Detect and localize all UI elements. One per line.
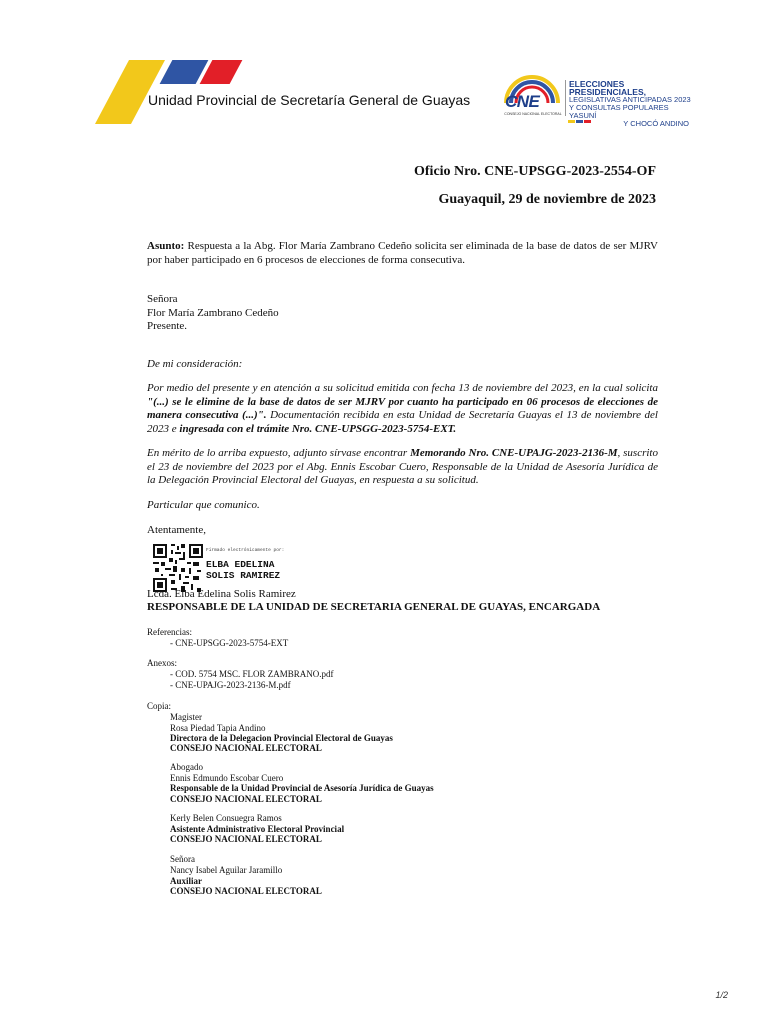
subject-text: Respuesta a la Abg. Flor María Zambrano Cedeño solicita ser eliminada de la base de datos de ser MJRV por haber participado en 6 procesos de elecciones de forma consecutiva. bbox=[147, 240, 658, 266]
regards: Atentamente, bbox=[147, 524, 206, 536]
qr-code-icon bbox=[153, 544, 203, 592]
p2-text-a: En mérito de lo arriba expuesto, adjunto sírvase encontrar bbox=[147, 447, 411, 459]
cne-logo-text: CNE bbox=[505, 92, 540, 111]
oficio-number: Oficio Nro. CNE-UPSGG-2023-2554-OF bbox=[414, 164, 656, 179]
recipient-name: Flor María Zambrano Cedeño bbox=[147, 306, 279, 319]
subject-paragraph bbox=[147, 240, 658, 267]
body-paragraph-1 bbox=[147, 382, 658, 436]
flag-red bbox=[584, 120, 591, 123]
greeting: De mi consideración: bbox=[147, 358, 243, 370]
recipient-title: Señora bbox=[147, 293, 178, 305]
p2-memorandum: Memorando Nro. CNE-UPAJG-2023-2136-M bbox=[410, 447, 618, 459]
referencias-label: Referencias: bbox=[147, 627, 192, 637]
election-banner-line: Y CONSULTAS POPULARES YASUNÍ bbox=[569, 103, 669, 120]
election-banner-line: Y CHOCÓ ANDINO bbox=[623, 119, 689, 128]
copia-label: Copia: bbox=[147, 701, 171, 711]
election-banner-line: ELECCIONES PRESIDENCIALES, bbox=[569, 79, 646, 97]
anexos-label: Anexos: bbox=[147, 658, 177, 668]
unit-title: Unidad Provincial de Secretaría General de Guayas bbox=[148, 92, 471, 108]
anexo-item: - COD. 5754 MSC. FLOR ZAMBRANO.pdf bbox=[170, 669, 334, 679]
copia-2-title: Abogado bbox=[170, 762, 203, 772]
signer-line: ELBA EDELINA bbox=[206, 559, 275, 570]
place-date: Guayaquil, 29 de noviembre de 2023 bbox=[438, 192, 656, 207]
copia-1-name: Rosa Piedad Tapia Andino bbox=[170, 723, 266, 733]
signatory-name: Lcda. Elba Edelina Solis Ramirez bbox=[147, 588, 296, 600]
copia-4-org: CONSEJO NACIONAL ELECTORAL bbox=[170, 886, 322, 896]
p1-text-c: Documentación recibida en esta Unidad de Secretaría Guayas el 13 de noviembre del 2023 e bbox=[147, 409, 658, 435]
copia-4-name: Nancy Isabel Aguilar Jaramillo bbox=[170, 865, 283, 875]
p2-text-c: , suscrito el 23 de noviembre del 2023 por el Abg. Ennis Escobar Cuero, Responsable de la Unidad de Asesoría Jurídica de la Delegación Provincial Electoral del Guayas, en respuesta a su solicitud. bbox=[147, 447, 658, 486]
flag-yellow bbox=[568, 120, 575, 123]
body-paragraph-2 bbox=[147, 447, 658, 488]
page-number: 1/2 bbox=[715, 990, 728, 1000]
election-banner-line: LEGISLATIVAS ANTICIPADAS 2023 bbox=[569, 95, 691, 104]
copia-2-role: Responsable de la Unidad Provincial de Asesoría Jurídica de Guayas bbox=[170, 783, 434, 793]
recipient-present: Presente. bbox=[147, 320, 188, 332]
signed-electronically-label: Firmado electrónicamente por: bbox=[206, 548, 285, 553]
anexo-item: - CNE-UPAJG-2023-2136-M.pdf bbox=[170, 680, 291, 690]
copia-1-org: CONSEJO NACIONAL ELECTORAL bbox=[170, 743, 322, 753]
flag-blue bbox=[576, 120, 583, 123]
copia-3-role: Asistente Administrativo Electoral Provincial bbox=[170, 824, 345, 834]
signer-line: SOLIS RAMIREZ bbox=[206, 570, 281, 581]
copia-2-org: CONSEJO NACIONAL ELECTORAL bbox=[170, 794, 322, 804]
signatory-position: RESPONSABLE DE LA UNIDAD DE SECRETARIA GENERAL DE GUAYAS, ENCARGADA bbox=[147, 601, 601, 613]
p1-tramite: ingresada con el trámite Nro. CNE-UPSGG-2023-5754-EXT. bbox=[179, 422, 457, 435]
copia-1-role: Directora de la Delegacion Provincial Electoral de Guayas bbox=[170, 733, 393, 743]
recipient-block bbox=[147, 293, 658, 334]
p1-quote: "(...) se le elimine de la base de datos de ser MJRV por cuanto ha participado en 06 procesos de elecciones de manera consecutiva (...)". bbox=[147, 395, 658, 421]
closing-note: Particular que comunico. bbox=[147, 499, 260, 511]
copia-4-title: Señora bbox=[170, 854, 195, 864]
p1-text-a: Por medio del presente y en atención a su solicitud emitida con fecha 13 de noviembre del 2023, en la cual solicita bbox=[147, 382, 658, 394]
signer-name-stamp bbox=[206, 559, 280, 581]
color-flags bbox=[568, 110, 592, 128]
referencia-item: - CNE-UPSGG-2023-5754-EXT bbox=[170, 638, 289, 648]
copia-3-org: CONSEJO NACIONAL ELECTORAL bbox=[170, 834, 322, 844]
copia-1-title: Magister bbox=[170, 712, 202, 722]
copia-3-name: Kerly Belen Consuegra Ramos bbox=[170, 813, 282, 823]
subject-label: Asunto: bbox=[147, 240, 185, 252]
cne-logo-subtext: CONSEJO NACIONAL ELECTORAL bbox=[504, 112, 562, 116]
copia-4-role: Auxiliar bbox=[170, 876, 203, 886]
copia-2-name: Ennis Edmundo Escobar Cuero bbox=[170, 773, 284, 783]
